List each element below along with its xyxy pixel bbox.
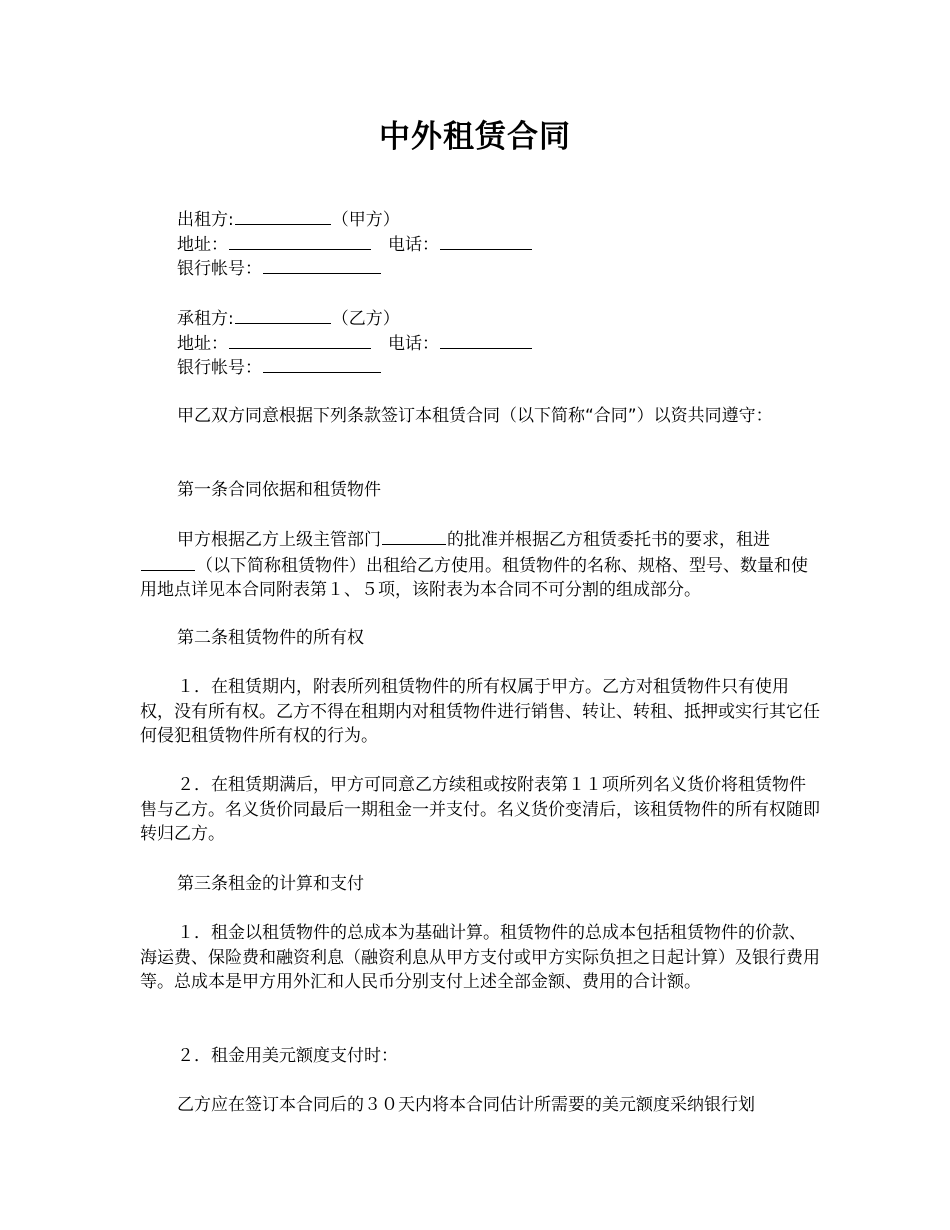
department-blank (382, 527, 446, 545)
lessee-address-line (140, 331, 820, 356)
article-2-heading: 第二条租赁物件的所有权 (177, 628, 364, 648)
lessor-address-line (140, 232, 820, 257)
lessor-address-label: 地址： (177, 234, 228, 255)
lessee-label: 承租方: (177, 309, 234, 329)
lessor-bank-blank (263, 256, 381, 274)
lessor-label: 出租方: (177, 210, 234, 230)
article-1-text-b: 的批准并根据乙方租赁委托书的要求，租进 (447, 530, 770, 550)
article-3-clause-2-detail: 乙方应在签订本合同后的３０天内将本合同估计所需要的美元额度采纳银行划 (177, 1095, 755, 1115)
lessee-address-label: 地址： (177, 333, 228, 354)
lessor-info (140, 207, 820, 281)
lessor-phone-blank (440, 232, 532, 250)
leased-item-blank (141, 553, 195, 571)
lessee-address-blank (229, 331, 371, 349)
article-1-text-c: （以下简称租赁物件）出租给乙方使用。租赁物件的名称、规格、型号、数量和使用地点详见本合同附表第１、５项，该附表为本合同不可分割的组成部分。 (140, 555, 808, 601)
lessor-address-blank (229, 232, 371, 250)
article-1-text-a: 甲方根据乙方上级主管部门 (177, 530, 381, 550)
article-1-paragraph (140, 527, 820, 603)
article-2-clause-2: ２．在租赁期满后，甲方可同意乙方续租或按附表第１１项所列名义货价将租赁物件售与乙方。名义货价同最后一期租金一并支付。名义货价变清后，该租赁物件的所有权随即转归乙方。 (140, 775, 820, 845)
lessor-bank-line (140, 256, 820, 281)
lessor-name-line (140, 207, 820, 232)
lessee-phone-label: 电话： (388, 333, 439, 354)
lessee-name-line (140, 306, 820, 331)
article-3-heading: 第三条租金的计算和支付 (177, 874, 364, 894)
lessor-phone-label: 电话： (388, 234, 439, 255)
article-3-clause-2: ２．租金用美元额度支付时： (177, 1046, 398, 1066)
lessor-bank-label: 银行帐号： (177, 259, 262, 280)
lessee-name-blank (235, 306, 331, 324)
lessee-bank-blank (263, 355, 381, 373)
lessor-role: （甲方） (331, 210, 400, 230)
lessee-phone-blank (440, 331, 532, 349)
lessee-bank-line (140, 355, 820, 380)
lessee-info (140, 306, 820, 380)
lessee-role: （乙方） (331, 309, 400, 329)
lessee-bank-label: 银行帐号： (177, 358, 262, 379)
article-2-clause-1: １．在租赁期内，附表所列租赁物件的所有权属于甲方。乙方对租赁物件只有使用权，没有所有权。乙方不得在租期内对租赁物件进行销售、转让、转租、抵押或实行其它任何侵犯租赁物件所有权的行为。 (140, 677, 820, 747)
article-3-clause-1: １．租金以租赁物件的总成本为基础计算。租赁物件的总成本包括租赁物件的价款、海运费、保险费和融资利息（融资利息从甲方支付或甲方实际负担之日起计算）及银行费用等。总成本是甲方用外汇和人民币分别支付上述全部金额、费用的合计额。 (140, 923, 820, 993)
document-title: 中外租赁合同 (379, 119, 571, 155)
intro-paragraph: 甲乙双方同意根据下列条款签订本租赁合同（以下简称“合同”）以资共同遵守： (177, 406, 773, 426)
lessor-name-blank (235, 207, 331, 225)
article-1-heading: 第一条合同依据和租赁物件 (177, 480, 381, 500)
